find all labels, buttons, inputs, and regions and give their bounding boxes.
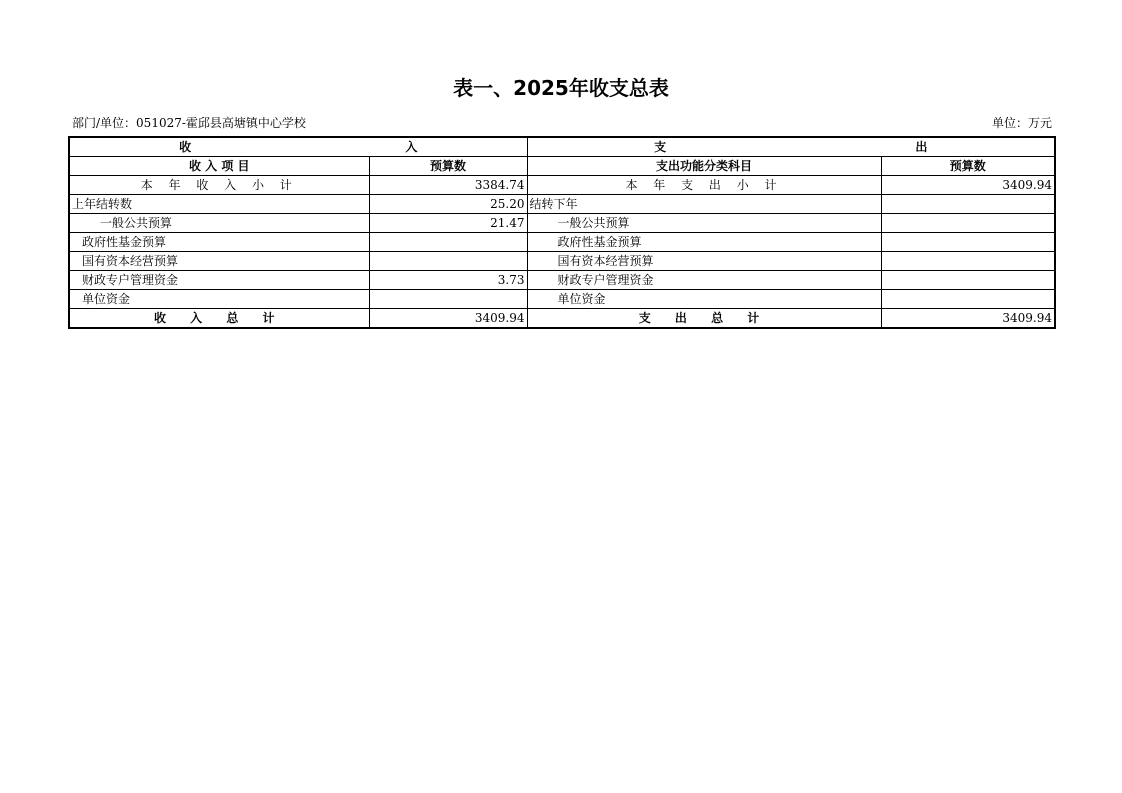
expense-row-value [881,233,1055,252]
table-column-header-row [69,157,1055,176]
income-total-value: 3409.94 [369,309,527,329]
expense-row-label: 结转下年 [527,195,881,214]
income-row-value [369,290,527,309]
budget-table [68,136,1056,329]
table-row [69,195,1055,214]
income-row-label: 国有资本经营预算 [69,252,369,271]
income-row-value [369,233,527,252]
income-budget-header: 预算数 [369,157,527,176]
income-row-label: 财政专户管理资金 [69,271,369,290]
expense-row-value [881,214,1055,233]
income-group-char-b: 入 [405,140,418,154]
expense-row-value [881,252,1055,271]
expense-row-label: 单位资金 [527,290,881,309]
income-total-label: 收 入 总 计 [69,309,369,329]
table-total-row [69,309,1055,329]
income-group-char-a: 收 [179,140,192,154]
department-label: 部门/单位：051027-霍邱县高塘镇中心学校 [72,116,306,130]
income-subtotal-value: 3384.74 [369,176,527,195]
income-row-value: 21.47 [369,214,527,233]
expense-item-header: 支出功能分类科目 [527,157,881,176]
table-row [69,290,1055,309]
expense-total-label: 支 出 总 计 [527,309,881,329]
income-row-label: 一般公共预算 [69,214,369,233]
expense-group-header [527,137,1055,157]
expense-group-char-b: 出 [915,140,928,154]
expense-subtotal-value: 3409.94 [881,176,1055,195]
expense-group-char-a: 支 [654,140,667,154]
income-row-value [369,252,527,271]
table-row [69,252,1055,271]
expense-row-value [881,290,1055,309]
expense-budget-header: 预算数 [881,157,1055,176]
income-row-value: 3.73 [369,271,527,290]
expense-row-label: 财政专户管理资金 [527,271,881,290]
income-subtotal-label: 本 年 收 入 小 计 [69,176,369,195]
income-row-label: 上年结转数 [69,195,369,214]
table-row [69,233,1055,252]
expense-row-value [881,195,1055,214]
unit-label: 单位：万元 [991,116,1052,130]
income-row-label: 政府性基金预算 [69,233,369,252]
income-row-label: 单位资金 [69,290,369,309]
income-item-header: 收 入 项 目 [69,157,369,176]
table-row [69,214,1055,233]
expense-row-label: 政府性基金预算 [527,233,881,252]
table-row [69,176,1055,195]
table-group-header-row [69,137,1055,157]
income-group-header [69,137,527,157]
expense-row-value [881,271,1055,290]
expense-row-label: 国有资本经营预算 [527,252,881,271]
expense-subtotal-label: 本 年 支 出 小 计 [527,176,881,195]
table-row [69,271,1055,290]
income-row-value: 25.20 [369,195,527,214]
expense-total-value: 3409.94 [881,309,1055,329]
page-title: 表一、2025年收支总表 [453,76,669,100]
expense-row-label: 一般公共预算 [527,214,881,233]
